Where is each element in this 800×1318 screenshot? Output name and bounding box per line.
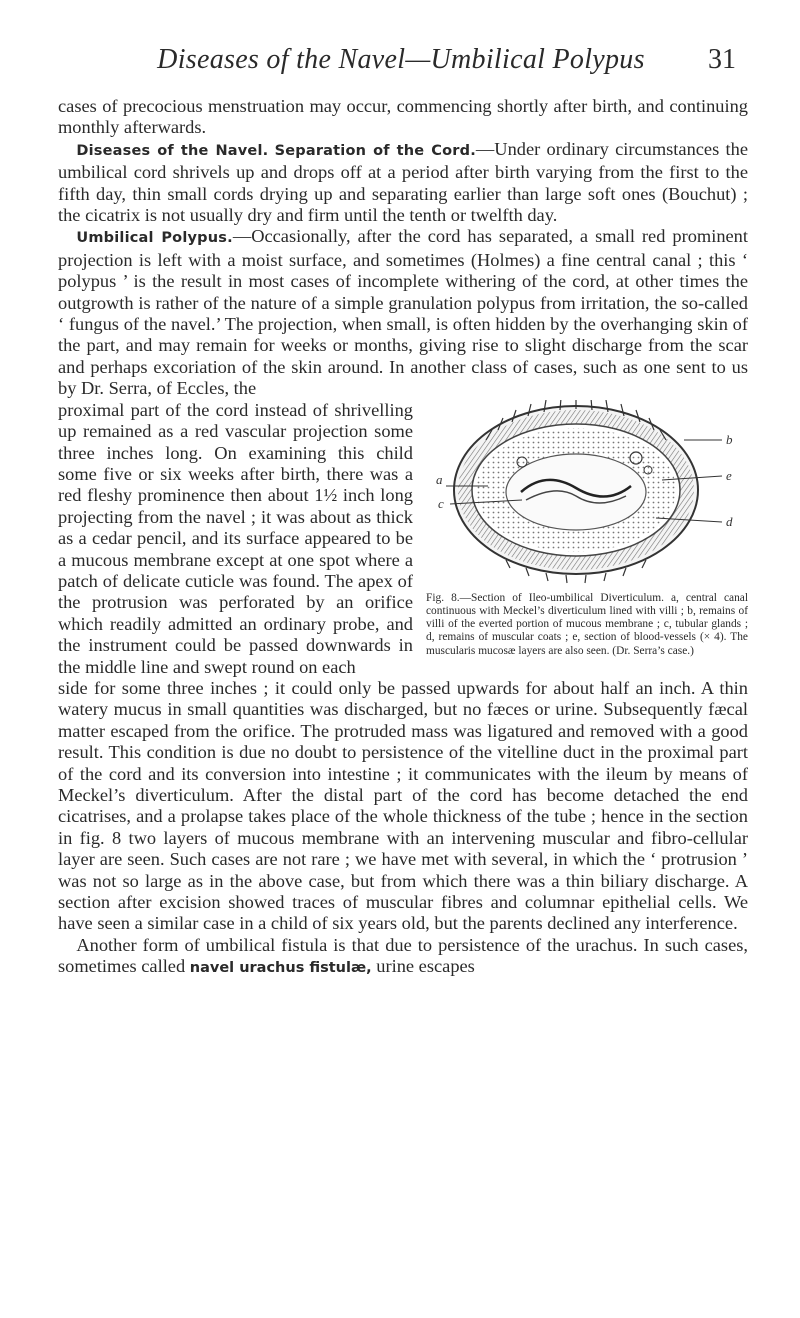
running-title: Diseases of the Navel—Umbilical Polypus [157, 44, 645, 75]
fig-label-b: b [726, 431, 733, 447]
body-text [58, 96, 748, 980]
paragraph-2 [58, 139, 748, 227]
page-header [96, 44, 736, 80]
paragraph-2-text: —Under ordinary circumstances the umbilical cord shrivels up and drops off at a period after birth varying from the first to the fifth day, thin small cords drying up and separating earlier than large soft ones (Bouchut) ; the cicatrix is not usually dry and firm until the tenth or twelfth day. [58, 138, 748, 226]
fig-label-d: d [726, 513, 733, 529]
paragraph-1: cases of precocious menstruation may occur, commencing shortly after birth, and continuing monthly afterwards. [58, 96, 748, 138]
section-heading-umbilical-polypus: Umbilical Polypus. [76, 230, 233, 247]
diverticulum-section-illustration [426, 400, 748, 590]
figure-wrap-block [58, 400, 748, 678]
fig-label-c: c [438, 495, 444, 511]
fig-label-e: e [726, 467, 732, 483]
paragraph-4 [58, 935, 748, 980]
figure-caption: Fig. 8.—Section of Ileo-umbilical Diverticulum. a, central canal continuous with Meckel’s diverticulum lined with villi ; b, remains of villi of the everted portion of mucous membrane ; c, tubular glands ; d, remains of muscular coats ; e, section of blood-vessels (× 4). The muscularis mucosæ layers are also seen. (Dr. Serra’s case.) [426, 591, 748, 657]
wrapped-text: proximal part of the cord instead of shrivelling up remained as a red vascular projection some three inches long. On examining this child some five or six weeks after birth, there was a red fleshy prominence then about 1½ inch long projecting from the navel ; it was about as thick as a cedar pencil, and its surface appeared to be a mucous membrane except at one spot where a patch of delicate cuticle was found. The apex of the protrusion was perforated by an orifice which readily admitted an ordinary probe, and the instrument could be passed downwards in the middle line and swept round on each [58, 399, 413, 677]
paragraph-3-continued: side for some three inches ; it could only be passed upwards for about half an inch. A thin watery mucus in small quantities was discharged, but no fæces or urine. Subsequently fæcal matter escaped from the orifice. The protruded mass was ligatured and removed with a good result. This condition is due no doubt to persistence of the vitelline duct in the proximal part of the cord and its conversion into intestine ; it communicates with the ileum by means of Meckel’s diverticulum. After the distal part of the cord has become detached the end cicatrises, and a prolapse takes place of the whole thickness of the tube ; hence in the section in fig. 8 two layers of mucous membrane with an intervening muscular and fibro-cellular layer are seen. Such cases are not rare ; we have met with several, in which the ‘ protrusion ’ was not so large as in the above case, but from which there was a thin biliary discharge. A section after excision showed traces of muscular fibres and columnar epithelial cells. We have seen a similar case in a child of six years old, but the parents declined any interference. [58, 677, 748, 934]
section-heading-separation-cord: Separation of the Cord. [274, 142, 476, 159]
paragraph-4-text-b: urine escapes [376, 956, 475, 977]
section-heading-diseases-navel: Diseases of the Navel. [76, 142, 269, 159]
fig-label-a: a [436, 471, 443, 487]
paragraph-3 [58, 226, 748, 399]
paragraph-4-text-a: Another form of umbilical fistula is that due to persistence of the urachus. In such cases, sometimes called [58, 934, 748, 977]
page-number: 31 [708, 44, 736, 75]
figure-8 [426, 400, 748, 658]
term-navel-urachus-fistulae: navel urachus fistulæ, [189, 960, 372, 977]
paragraph-3-text: —Occasionally, after the cord has separated, a small red prominent projection is left with a moist surface, and sometimes (Holmes) a fine central canal ; this ‘ polypus ’ is the result in most cases of incomplete withering of the cord, at other times the outgrowth is rather of the nature of a simple granulation polypus from irritation, the so-called ‘ fungus of the navel.’ The projection, when small, is often hidden by the overhanging skin of the part, and may remain for weeks or months, giving rise to slight discharge from the scar and perhaps excoriation of the skin around. In another class of cases, such as one sent to us by Dr. Serra, of Eccles, the [58, 226, 748, 399]
